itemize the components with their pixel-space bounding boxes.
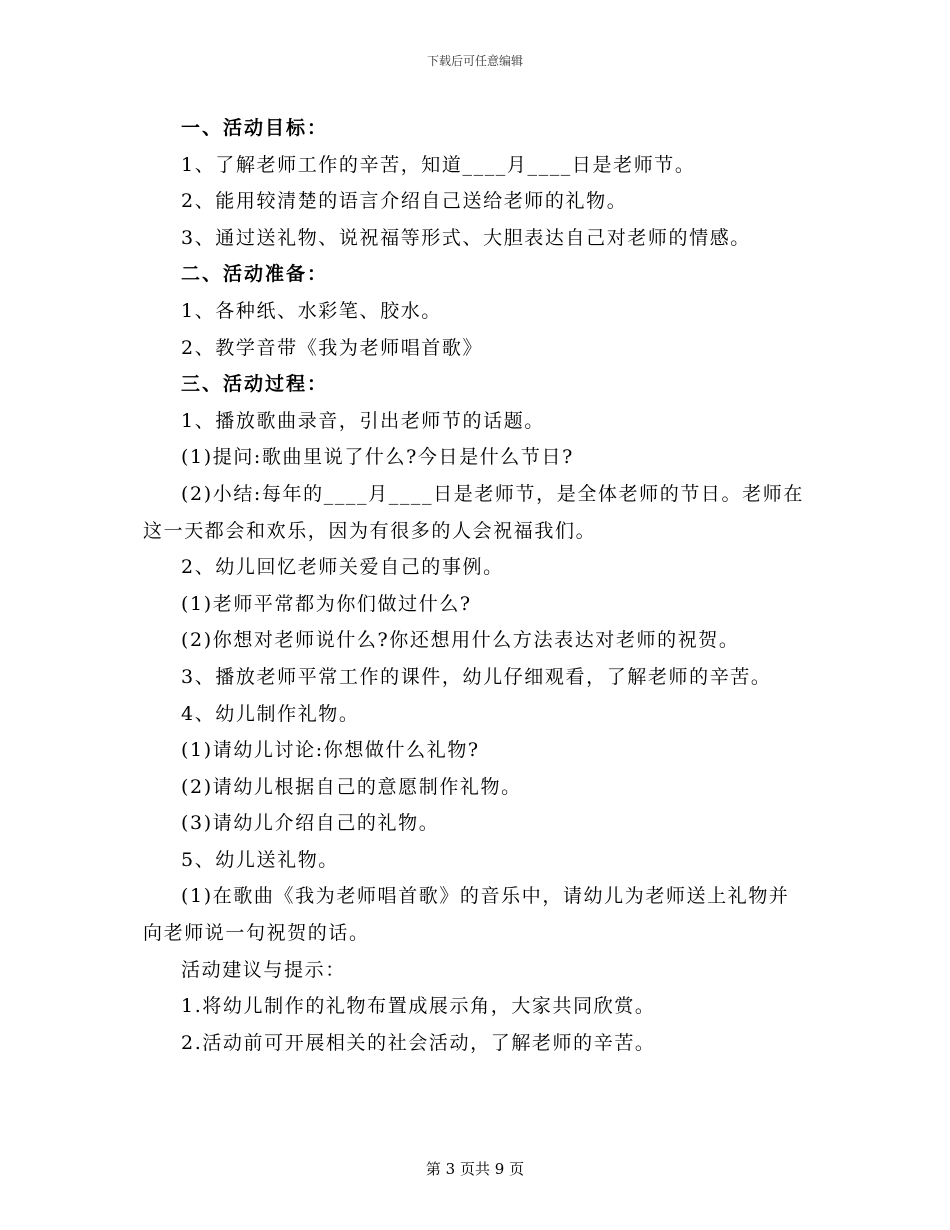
paragraph: (1)提问:歌曲里说了什么?今日是什么节日? [181,446,574,469]
paragraph: 4、幼儿制作礼物。 [181,702,360,725]
paragraph: 1、播放歌曲录音，引出老师节的话题。 [181,409,545,432]
paragraph: (1)在歌曲《我为老师唱首歌》的音乐中，请幼儿为老师送上礼物并向老师说一句祝贺的话。 [143,885,790,945]
paragraph: 3、播放老师平常工作的课件，幼儿仔细观看，了解老师的辛苦。 [181,665,772,688]
paragraph: (1)老师平常都为你们做过什么? [181,592,472,615]
paragraph: (2)小结:每年的____月____日是老师节，是全体老师的节日。老师在这一天都会和欢乐，因为有很多的人会祝福我们。 [143,482,804,542]
paragraph: (1)请幼儿讨论:你想做什么礼物? [181,739,480,762]
paragraph: 2.活动前可开展相关的社会活动，了解老师的辛苦。 [181,1031,656,1054]
paragraph: (3)请幼儿介绍自己的礼物。 [181,812,440,835]
paragraph: 3、通过送礼物、说祝福等形式、大胆表达自己对老师的情感。 [181,226,751,249]
page-footer: 第 3 页共 9 页 [425,1160,525,1178]
paragraph: 1、各种纸、水彩笔、胶水。 [181,299,442,322]
section-heading: 三、活动过程： [181,373,329,396]
paragraph: (2)你想对老师说什么?你还想用什么方法表达对老师的祝贺。 [181,629,740,652]
section-heading: 二、活动准备： [181,263,329,286]
document-body [143,110,808,1061]
paragraph: 2、幼儿回忆老师关爱自己的事例。 [181,556,504,579]
section-heading: 一、活动目标： [181,117,329,139]
paragraph: 活动建议与提示： [181,958,346,981]
paragraph: 1.将幼儿制作的礼物布置成展示角，大家共同欣赏。 [181,995,656,1018]
paragraph: 2、教学音带《我为老师唱首歌》 [181,336,484,359]
paragraph: 5、幼儿送礼物。 [181,848,339,871]
paragraph: 1、了解老师工作的辛苦，知道____月____日是老师节。 [181,153,696,176]
paragraph: 2、能用较清楚的语言介绍自己送给老师的礼物。 [181,190,628,213]
page-header: 下载后可任意编辑 [426,54,523,68]
paragraph: (2)请幼儿根据自己的意愿制作礼物。 [181,775,522,798]
